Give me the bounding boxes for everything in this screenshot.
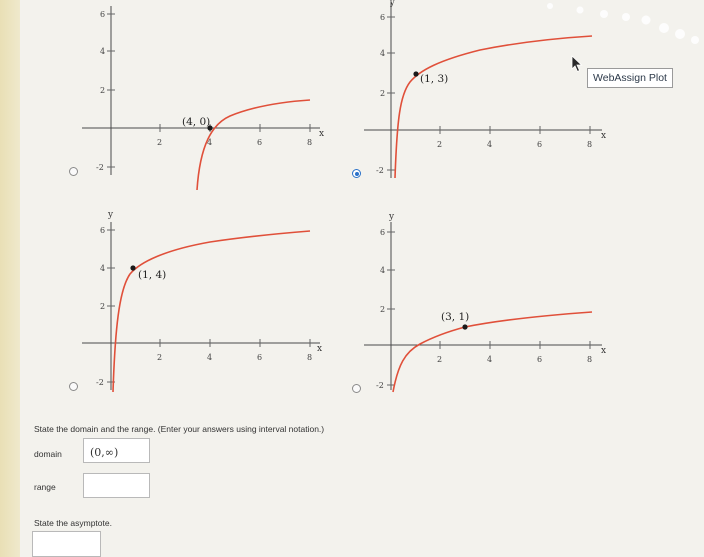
br-point	[462, 324, 467, 329]
br-ytick-neg2: -2	[376, 381, 384, 390]
tr-point-label: (1, 3)	[420, 73, 449, 85]
tl-curve	[197, 100, 313, 190]
graph-bottom-right	[364, 212, 606, 392]
tl-x-axis-label: x	[319, 129, 325, 139]
tl-xtick-8: 8	[307, 138, 313, 147]
br-x-axis-label: x	[601, 346, 607, 356]
bl-ytick-neg2: -2	[96, 378, 104, 387]
bl-xtick-6: 6	[257, 353, 263, 362]
tr-ytick-6: 6	[380, 13, 386, 22]
br-point-label: (3, 1)	[441, 311, 470, 323]
tr-x-axis-label: x	[601, 131, 607, 141]
tl-ytick-6: 6	[100, 10, 106, 19]
tr-point	[413, 71, 418, 76]
bl-x-axis-label: x	[317, 344, 323, 354]
bl-point	[130, 265, 135, 270]
domain-range-prompt: State the domain and the range. (Enter your answers using interval notation.)	[34, 424, 325, 434]
bl-xtick-2: 2	[157, 353, 163, 362]
br-xtick-2: 2	[437, 355, 443, 364]
graph-top-left	[82, 6, 324, 190]
tr-ytick-2: 2	[380, 89, 386, 98]
tr-ytick-neg2: -2	[376, 166, 384, 175]
tl-ytick-neg2: -2	[96, 163, 104, 172]
br-xtick-8: 8	[587, 355, 593, 364]
tr-xtick-4: 4	[487, 140, 493, 149]
tr-xtick-2: 2	[437, 140, 443, 149]
tl-xtick-4: 4	[207, 138, 213, 147]
br-curve	[393, 312, 592, 392]
tr-ytick-4: 4	[380, 49, 386, 58]
bl-ytick-4: 4	[100, 264, 106, 273]
tl-point-label: (4, 0)	[182, 116, 211, 128]
bl-xtick-8: 8	[307, 353, 313, 362]
br-xtick-4: 4	[487, 355, 493, 364]
bl-ytick-2: 2	[100, 302, 106, 311]
tr-xtick-6: 6	[537, 140, 543, 149]
sparkle-decoration-icon	[540, 0, 704, 50]
radio-graph-top-left[interactable]	[69, 167, 78, 176]
tr-curve	[395, 36, 592, 178]
br-ytick-4: 4	[380, 266, 386, 275]
bl-y-axis-label: y	[108, 210, 114, 220]
br-y-axis-label: y	[389, 212, 395, 222]
range-label: range	[34, 482, 56, 492]
br-ytick-6: 6	[380, 228, 386, 237]
bl-ytick-6: 6	[100, 226, 106, 235]
bl-xtick-4: 4	[207, 353, 213, 362]
domain-label: domain	[34, 449, 62, 459]
asymptote-input[interactable]	[32, 531, 101, 557]
tr-xtick-8: 8	[587, 140, 593, 149]
range-input[interactable]	[83, 473, 150, 498]
graph-bottom-left	[82, 210, 322, 392]
tl-xtick-6: 6	[257, 138, 263, 147]
tl-ytick-2: 2	[100, 86, 106, 95]
bl-curve	[113, 231, 313, 392]
tr-y-axis-label: y	[390, 0, 395, 7]
domain-input[interactable]: (0,∞)	[83, 438, 150, 463]
tl-ytick-4: 4	[100, 47, 106, 56]
radio-graph-top-right[interactable]	[352, 169, 361, 178]
radio-graph-bottom-right[interactable]	[352, 384, 361, 393]
radio-graph-bottom-left[interactable]	[69, 382, 78, 391]
asymptote-prompt: State the asymptote.	[34, 518, 112, 528]
br-ytick-2: 2	[380, 305, 386, 314]
tl-xtick-2: 2	[157, 138, 163, 147]
br-xtick-6: 6	[537, 355, 543, 364]
webassign-plot-button[interactable]: WebAssign Plot	[587, 68, 673, 88]
mouse-cursor-icon	[571, 55, 583, 73]
bl-point-label: (1, 4)	[138, 269, 167, 281]
